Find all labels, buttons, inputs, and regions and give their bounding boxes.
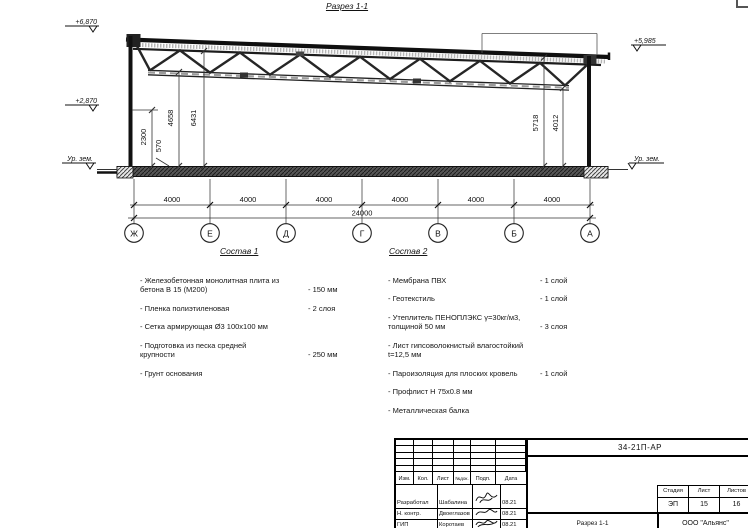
- list-item: - Пленка полиэтиленовая - 2 слоя: [140, 303, 336, 313]
- stamp-right-region: [526, 440, 748, 528]
- svg-text:4000: 4000: [163, 195, 181, 204]
- signature-icon: [473, 519, 501, 528]
- elevation-mark-top-left: [65, 19, 99, 32]
- list-item: - Железобетонная монолитная плита из бетона В 15 (М200) - 150 мм: [140, 275, 338, 294]
- svg-text:Г: Г: [359, 228, 365, 239]
- document-number: 34-21П-АР: [528, 440, 748, 457]
- list-item: - Мембрана ПВХ - 1 слой: [388, 275, 568, 285]
- dim-4012: 4012: [551, 114, 560, 132]
- svg-text:Б: Б: [511, 228, 517, 239]
- composition-1-title: Состав 1: [220, 246, 259, 256]
- list-item: - Грунт основания: [140, 368, 203, 378]
- svg-text:4000: 4000: [543, 195, 561, 204]
- revision-grid: [396, 440, 526, 472]
- company-name: ООО "Альянс": [657, 514, 748, 528]
- dim-6431: 6431: [189, 109, 198, 127]
- svg-text:4000: 4000: [391, 195, 409, 204]
- signature-row: Н. контр. Двоеглазов 08.21: [396, 508, 526, 520]
- svg-text:Ур. зем.: Ур. зем.: [634, 156, 660, 163]
- title-block: [394, 438, 748, 528]
- list-item: - Лист гипсоволокнистый влагостойкий t=12,5 мм: [388, 340, 524, 359]
- composition-1-list: [140, 247, 352, 387]
- svg-text:4000: 4000: [315, 195, 333, 204]
- vertical-dims-left: [132, 48, 207, 169]
- sheets-label: Листов: [720, 486, 748, 498]
- svg-text:Ж: Ж: [130, 228, 138, 239]
- sheet-value: 15: [689, 498, 720, 513]
- svg-text:4000: 4000: [239, 195, 257, 204]
- dim-4658: 4658: [166, 109, 175, 127]
- stage-sheet-table: [657, 485, 748, 512]
- stamp-bottom-band: [528, 512, 748, 528]
- left-column: [127, 34, 141, 167]
- svg-text:А: А: [587, 228, 593, 239]
- col-ndok: №док.: [454, 472, 471, 485]
- svg-text:24000: 24000: [351, 208, 373, 218]
- svg-text:+2,870: +2,870: [75, 98, 97, 105]
- composition-2-list: [388, 247, 584, 424]
- list-item: - Геотекстиль - 1 слой: [388, 294, 568, 303]
- dim-2300: 2300: [139, 128, 148, 146]
- sheet-label: Лист: [689, 486, 720, 498]
- dim-5718: 5718: [531, 114, 540, 132]
- signature-row: Разработал Шабалина 08.21: [396, 485, 526, 509]
- signature-icon: [473, 485, 501, 508]
- col-list: Лист: [433, 472, 454, 485]
- elevation-mark-ground-right: [628, 156, 664, 169]
- list-item: - Сетка армирующая Ø3 100х100 мм: [140, 322, 268, 331]
- svg-text:4000: 4000: [467, 195, 485, 204]
- col-data: Дата: [504, 475, 518, 482]
- list-item: - Профлист Н 75х0.8 мм: [388, 387, 473, 396]
- drawing-name: Разрез 1-1: [576, 519, 609, 527]
- svg-text:В: В: [435, 228, 441, 239]
- col-izm: Изм.: [396, 472, 414, 485]
- list-item: - Подготовка из песка средней крупности - 250 мм: [140, 340, 338, 359]
- stage-label: Стадия: [658, 486, 689, 498]
- col-kol: Кол.: [414, 472, 433, 485]
- stamp-header-row: [396, 472, 526, 485]
- vertical-dims-right: [541, 55, 566, 170]
- axis-bubbles: [125, 224, 600, 243]
- svg-text:+5,985: +5,985: [634, 38, 656, 45]
- dim-570: 570: [154, 139, 163, 153]
- col-podp: Подп.: [471, 472, 496, 485]
- list-item: - Металлическая балка: [388, 405, 470, 415]
- section-title: Разрез 1-1: [325, 1, 369, 11]
- elevation-mark-ground-left: [62, 156, 96, 169]
- svg-text:+6,870: +6,870: [75, 19, 97, 26]
- list-item: - Пароизоляция для плоских кровель - 1 слой: [388, 368, 568, 378]
- sheets-value: 16: [732, 501, 741, 508]
- elevation-mark-mid-left: [65, 98, 99, 111]
- elevation-mark-top-right: [631, 38, 666, 51]
- svg-text:Ур. зем.: Ур. зем.: [67, 156, 93, 163]
- svg-text:Д: Д: [283, 228, 289, 239]
- list-item: - Утеплитель ПЕНОПЛЭКС γ=30кг/м3, толщиной 50 мм - 3 слоя: [388, 312, 568, 331]
- signature-row: ГИП Коротаев 08.21: [396, 519, 526, 528]
- right-column: [584, 55, 597, 167]
- stage-value: ЭП: [658, 498, 689, 513]
- svg-text:Е: Е: [207, 228, 213, 239]
- composition-2-title: Состав 2: [389, 246, 428, 256]
